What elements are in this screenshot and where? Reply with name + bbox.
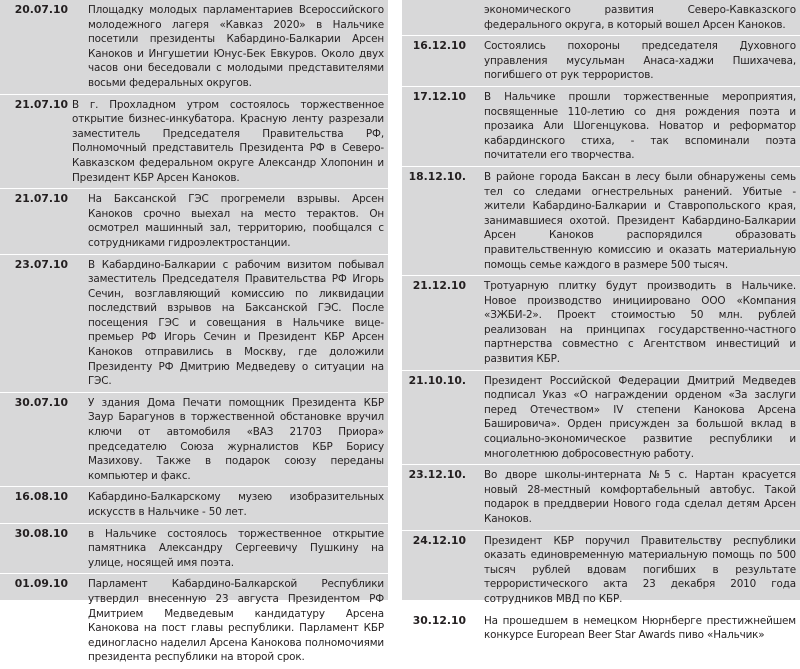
entry-text: Во дворе школы-интерната №5 с. Нартан красуется новый 28-местный комфортабельный автобус. Такой подарок в преддверии Нового года сделал детям Арсен Каноков.	[484, 469, 796, 525]
entry-text: Площадку молодых парламентариев Всероссийского молодежного лагеря «Кавказ 2020» в Нальчике посетили президенты Кабардино-Балкарии Арсен Каноков и Ингушетии Юнус-Бек Евкуров. Около двух часов они беседовали с молодыми представителями восьми федеральных округов.	[88, 4, 384, 89]
chronicle-entry	[0, 393, 388, 488]
entry-date: 18.12.10.	[408, 169, 466, 183]
chronicle-entry	[402, 36, 800, 87]
entry-text: экономического развития Северо-Кавказского федерального округа, в который вошел Арсен Каноков.	[484, 4, 796, 31]
chronicle-entry	[0, 574, 388, 669]
entry-text: В Нальчике прошли торжественные мероприятия, посвященные 110-летию со дня рождения поэта и прозаика Али Шогенцукова. Новатор и реформатор кабардинского стиха, - так вспоминали поэта почитатели его творчества.	[484, 90, 796, 162]
entry-date: 24.12.10	[412, 533, 466, 547]
entry-text: Президент Российской Федерации Дмитрий Медведев подписал Указ «О награждении орденом «За заслуги перед Отечеством» IV степени Канокова Арсена Башировича». Орден присужден за большой вклад в социально-экономическое развитие республики и многолетнюю добросовестную работу.	[484, 374, 796, 460]
entry-text: На прошедшем в немецком Нюрнберге престижнейшем конкурсе European Beer Star Awards пиво «Нальчик»	[484, 614, 796, 642]
entry-date: 01.09.10	[14, 577, 68, 591]
chronicle-entry	[0, 487, 388, 523]
chronicle-entry	[402, 611, 800, 647]
entry-text: Состоялись похороны председателя Духовного управления мусульман Анаса-хаджи Пшихачева, погибшего от рук террористов.	[484, 40, 796, 82]
entry-text: В Кабардино-Балкарии с рабочим визитом побывал заместитель Председателя Правительства РФ Игорь Сечин, возглавляющий комиссию по ликвидации последствий взрывов на Баксанской ГЭС. После посещения ГЭС и совещания в Нальчике вице-премьер РФ Игорь Сечин и Президент КБР Арсен Каноков отправились в Москву, где доложили Президенту РФ Дмитрию Медведеву о ситуации на ГЭС.	[88, 258, 384, 388]
entry-date: 21.07.10	[14, 192, 68, 206]
entry-text: У здания Дома Печати помощник Президента КБР Заур Барагунов в торжественной обстановке вручил ключи от автомобиля «ВАЗ 21703 Приора» председателю Союза журналистов КБР Борису Мазихову. Также в подарок союзу переданы компьютер и факс.	[88, 396, 384, 482]
entry-text: В г. Прохладном утром состоялось торжественное открытие бизнес-инкубатора. Красную ленту разрезали заместитель Председателя Правительства РФ, Полномочный представитель Президента РФ в Северо-Кавказском федеральном округе Александр Хлопонин и Президент КБР Арсен Каноков.	[72, 98, 384, 184]
entry-date: 16.08.10	[14, 490, 68, 504]
entry-date: 17.12.10	[412, 89, 466, 103]
chronicle-entry	[402, 465, 800, 530]
entry-date: 21.12.10	[412, 279, 466, 293]
entry-text: Президент КБР поручил Правительству республики оказать единовременную материальную помощь по 500 тысяч рублей вдовам погибших в результате террористического акта 23 декабря 2010 года сотрудников МВД по КБР.	[484, 534, 796, 605]
chronicle-entry	[0, 0, 388, 95]
entry-date: 20.07.10	[14, 3, 68, 16]
left-column	[0, 0, 388, 664]
entry-date: 30.12.10	[412, 613, 466, 627]
entry-date	[402, 3, 466, 32]
chronicle-entry	[402, 87, 800, 167]
chronicle-entry	[402, 531, 800, 611]
entry-text: Тротуарную плитку будут производить в Нальчике. Новое производство инициировано ООО «Компания «ЗЖБИ-2». Проект стоимостью 50 млн. рублей реализован на принципах государственно-частного партнерства совместно с Агентством инвестиций и развития КБР.	[484, 280, 796, 366]
chronicle-entry	[402, 371, 800, 466]
entry-text: В районе города Баксан в лесу были обнаружены семь тел со следами огнестрельных ранений. Убитые - жители Кабардино-Балкарии и Ставропольского края, занимавшиеся охотой. Президент Кабардино-Балкарии Арсен Каноков распорядился образовать правительственную комиссию и оказать материальную помощь семье каждого в размере 500 тысяч.	[484, 170, 796, 271]
chronicle-entry	[402, 276, 800, 371]
entry-date: 30.08.10	[14, 526, 68, 540]
right-column	[402, 0, 800, 642]
entry-date: 23.12.10.	[408, 468, 466, 482]
entry-text: в Нальчике состоялось торжественное открытие памятника Александру Сергеевичу Пушкину на улице, носящей имя поэта.	[88, 527, 384, 569]
chronicle-entry	[402, 167, 800, 276]
entry-date: 30.07.10	[14, 395, 68, 409]
entry-date: 21.07.10	[14, 97, 68, 111]
chronicle-entry	[0, 255, 388, 393]
chronicle-entry	[0, 524, 388, 575]
entry-text: Парламент Кабардино-Балкарской Республики утвердил внесенную 23 августа Президентом РФ Дмитрием Медведевым кандидатуру Арсена Канокова на пост главы республики. Парламент КБР единогласно наделил Арсена Канокова полномочиями президента республики на второй срок.	[88, 578, 384, 664]
chronicle-entry	[0, 189, 388, 254]
chronicle-entry-continued	[402, 0, 800, 36]
entry-date: 16.12.10	[412, 39, 466, 53]
chronicle-entry	[0, 95, 388, 190]
entry-text: На Баксанской ГЭС прогремели взрывы. Арсен Каноков срочно выехал на место терактов. Он осмотрел машинный зал, территорию, пообщался с сотрудниками гидроэлектростанции.	[88, 193, 384, 249]
entry-date: 23.07.10	[14, 257, 68, 271]
entry-date: 21.10.10.	[408, 373, 466, 387]
entry-text: Кабардино-Балкарскому музею изобразительных искусств в Нальчике - 50 лет.	[88, 491, 384, 518]
